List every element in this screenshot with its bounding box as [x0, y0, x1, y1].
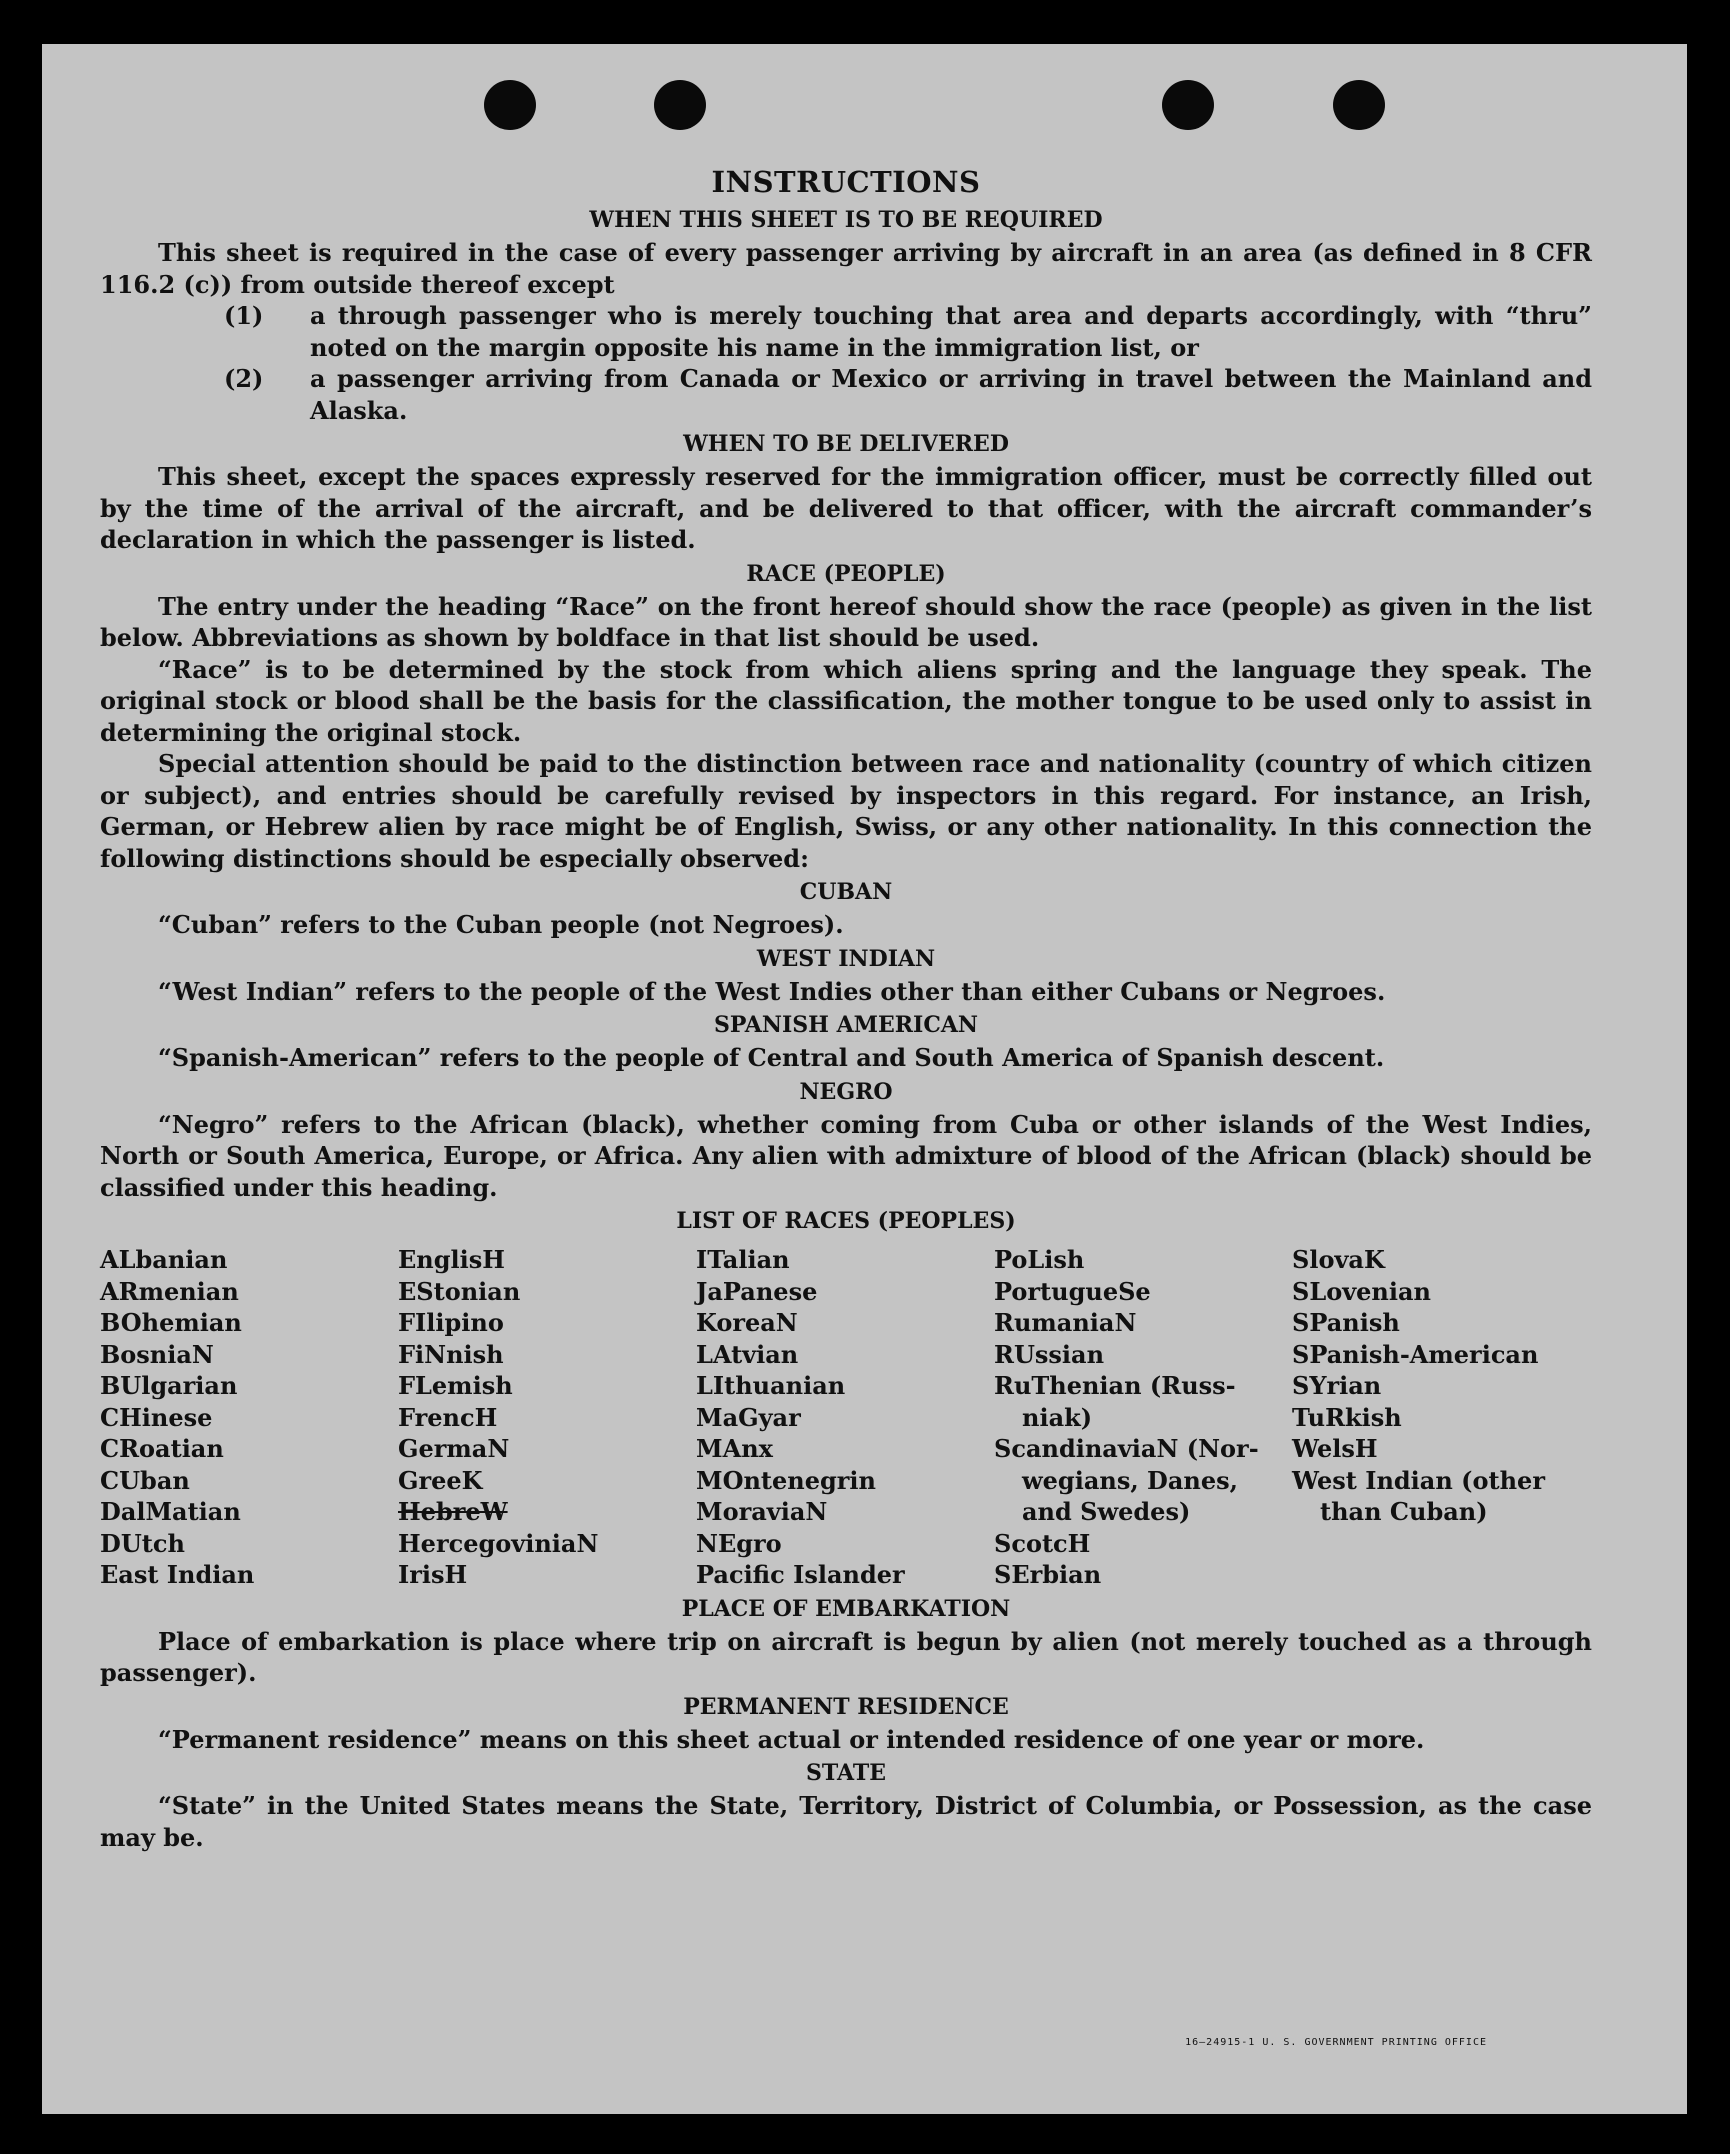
- race-entry: EnglisH: [398, 1245, 505, 1274]
- race-entry: and Swedes): [1022, 1497, 1191, 1526]
- section-heading: WHEN TO BE DELIVERED: [683, 431, 1009, 457]
- race-entry: SPanish-American: [1292, 1339, 1539, 1369]
- race-entry: TuRkish: [1292, 1402, 1402, 1432]
- race-entry: PoLish: [994, 1245, 1085, 1274]
- punch-hole: [654, 80, 706, 130]
- item-number: (2): [224, 364, 264, 393]
- race-entry: BUlgarian: [100, 1371, 238, 1400]
- race-entry: RumaniaN: [994, 1308, 1137, 1337]
- paragraph: “Permanent residence” means on this sheet actual or intended residence of one year or more.: [158, 1724, 1425, 1754]
- item-number: (1): [224, 301, 264, 330]
- race-entry: [1292, 1528, 1592, 1560]
- race-entry: MOntenegrin: [696, 1465, 876, 1495]
- race-entry: DalMatian: [100, 1497, 241, 1526]
- race-entry: FLemish: [398, 1371, 513, 1400]
- race-entry: IrisH: [398, 1560, 468, 1589]
- race-entry: PortugueSe: [994, 1276, 1151, 1306]
- paragraph: “West Indian” refers to the people of the West Indies other than either Cubans or Negroes.: [158, 976, 1386, 1006]
- race-entry: ScotcH: [994, 1528, 1091, 1558]
- race-entry: CRoatian: [100, 1434, 224, 1463]
- race-entry: RUssian: [994, 1339, 1105, 1369]
- race-entry: HercegoviniaN: [398, 1528, 599, 1558]
- document-page: [42, 44, 1687, 2114]
- race-entry: LIthuanian: [696, 1371, 846, 1400]
- race-entry: MaGyar: [696, 1402, 801, 1432]
- race-entry: SlovaK: [1292, 1245, 1385, 1274]
- section-heading: SPANISH AMERICAN: [713, 1012, 979, 1038]
- paragraph: This sheet, except the spaces expressly reserved for the immigration officer, must be correctly filled out by the time of the arrival of the aircraft, and be delivered to that officer, with the aircraft commander’s declaration in which the passenger is listed.: [100, 462, 1592, 554]
- paragraph: This sheet is required in the case of every passenger arriving by aircraft in an area (as defined in 8 CFR 116.2 (c)) from outside thereof except: [100, 238, 1592, 299]
- instructions-content: [100, 162, 1592, 1853]
- punch-hole: [1162, 80, 1214, 130]
- section-heading: PERMANENT RESIDENCE: [683, 1693, 1009, 1720]
- race-entry-struck: HebreW: [398, 1497, 508, 1526]
- section-heading: CUBAN: [799, 879, 893, 905]
- race-entry: MAnx: [696, 1434, 773, 1463]
- paragraph: “Cuban” refers to the Cuban people (not Negroes).: [158, 910, 844, 939]
- page-title: INSTRUCTIONS: [711, 165, 981, 199]
- paragraph: Special attention should be paid to the distinction between race and nationality (country of which citizen or subject), and entries should be carefully revised by inspectors in this regard. For instance, an Irish, German, or Hebrew alien by race might be of English, Swiss, or any other nationality. In this connection the following distinctions should be especially observed:: [100, 749, 1592, 873]
- punch-hole: [484, 80, 536, 130]
- race-entry: DUtch: [100, 1528, 185, 1558]
- paragraph: “Spanish-American” refers to the people of Central and South America of Spanish descent.: [158, 1043, 1385, 1072]
- race-entry: NEgro: [696, 1528, 782, 1558]
- race-entry: SErbian: [994, 1560, 1102, 1589]
- paragraph: The entry under the heading “Race” on the front hereof should show the race (people) as given in the list below. Abbreviations as shown by boldface in that list should be used.: [100, 591, 1592, 652]
- race-entry: ITalian: [696, 1245, 790, 1274]
- race-entry: BosniaN: [100, 1339, 214, 1369]
- race-entry: GreeK: [398, 1465, 483, 1495]
- races-list: [100, 1244, 1592, 1591]
- race-entry: West Indian (other: [1292, 1465, 1545, 1495]
- race-entry: MoraviaN: [696, 1497, 828, 1526]
- race-entry: SLovenian: [1292, 1276, 1431, 1306]
- section-heading: RACE (PEOPLE): [746, 560, 946, 587]
- race-entry: JaPanese: [696, 1276, 818, 1306]
- race-entry: East Indian: [100, 1560, 255, 1589]
- race-entry: niak): [1022, 1402, 1093, 1432]
- race-entry: GermaN: [398, 1434, 510, 1463]
- section-heading: WEST INDIAN: [756, 945, 936, 972]
- exception-item: [100, 300, 1592, 363]
- paragraph: “State” in the United States means the State, Territory, District of Columbia, or Possession, as the case may be.: [100, 1791, 1592, 1852]
- race-entry: than Cuban): [1320, 1497, 1488, 1526]
- race-entry: CHinese: [100, 1402, 213, 1432]
- item-text: a passenger arriving from Canada or Mexico or arriving in travel between the Mainland and Alaska.: [310, 364, 1592, 425]
- section-heading: PLACE OF EMBARKATION: [681, 1595, 1011, 1622]
- punch-hole: [1333, 80, 1385, 130]
- section-heading: WHEN THIS SHEET IS TO BE REQUIRED: [589, 207, 1103, 233]
- section-heading: STATE: [805, 1760, 887, 1786]
- race-entry: BOhemian: [100, 1308, 242, 1337]
- printer-imprint: 16—24915-1 U. S. GOVERNMENT PRINTING OFFICE: [1185, 2037, 1487, 2048]
- race-entry: Pacific Islander: [696, 1560, 905, 1589]
- item-text: a through passenger who is merely touching that area and departs accordingly, with “thru” noted on the margin opposite his name in the immigration list, or: [310, 301, 1592, 362]
- race-entry: RuThenian (Russ-: [994, 1371, 1236, 1400]
- race-entry: ScandinaviaN (Nor-: [994, 1434, 1259, 1463]
- paragraph: “Race” is to be determined by the stock from which aliens spring and the language they speak. The original stock or blood shall be the basis for the classification, the mother tongue to be used only to assist in determining the original stock.: [100, 654, 1592, 747]
- section-heading: LIST OF RACES (PEOPLES): [676, 1208, 1016, 1234]
- race-entry: WelsH: [1292, 1434, 1378, 1463]
- paragraph: Place of embarkation is place where trip on aircraft is begun by alien (not merely touched as a through passenger).: [100, 1626, 1592, 1687]
- race-entry: ALbanian: [100, 1245, 228, 1274]
- race-entry: SPanish: [1292, 1308, 1400, 1337]
- section-heading: NEGRO: [799, 1078, 893, 1105]
- race-entry: KoreaN: [696, 1308, 798, 1337]
- race-entry: FrencH: [398, 1402, 498, 1432]
- race-entry: ARmenian: [100, 1276, 239, 1306]
- race-entry: FIlipino: [398, 1308, 504, 1337]
- race-entry: [1292, 1559, 1592, 1591]
- race-entry: LAtvian: [696, 1339, 799, 1369]
- race-entry: EStonian: [398, 1276, 521, 1306]
- race-entry: CUban: [100, 1465, 190, 1495]
- race-entry: FiNnish: [398, 1339, 504, 1369]
- race-entry: SYrian: [1292, 1371, 1382, 1400]
- race-entry: wegians, Danes,: [1022, 1465, 1238, 1495]
- paragraph: “Negro” refers to the African (black), whether coming from Cuba or other islands of the West Indies, North or South America, Europe, or Africa. Any alien with admixture of blood of the African (black) should be classified under this heading.: [100, 1109, 1592, 1202]
- exception-item: [100, 363, 1592, 426]
